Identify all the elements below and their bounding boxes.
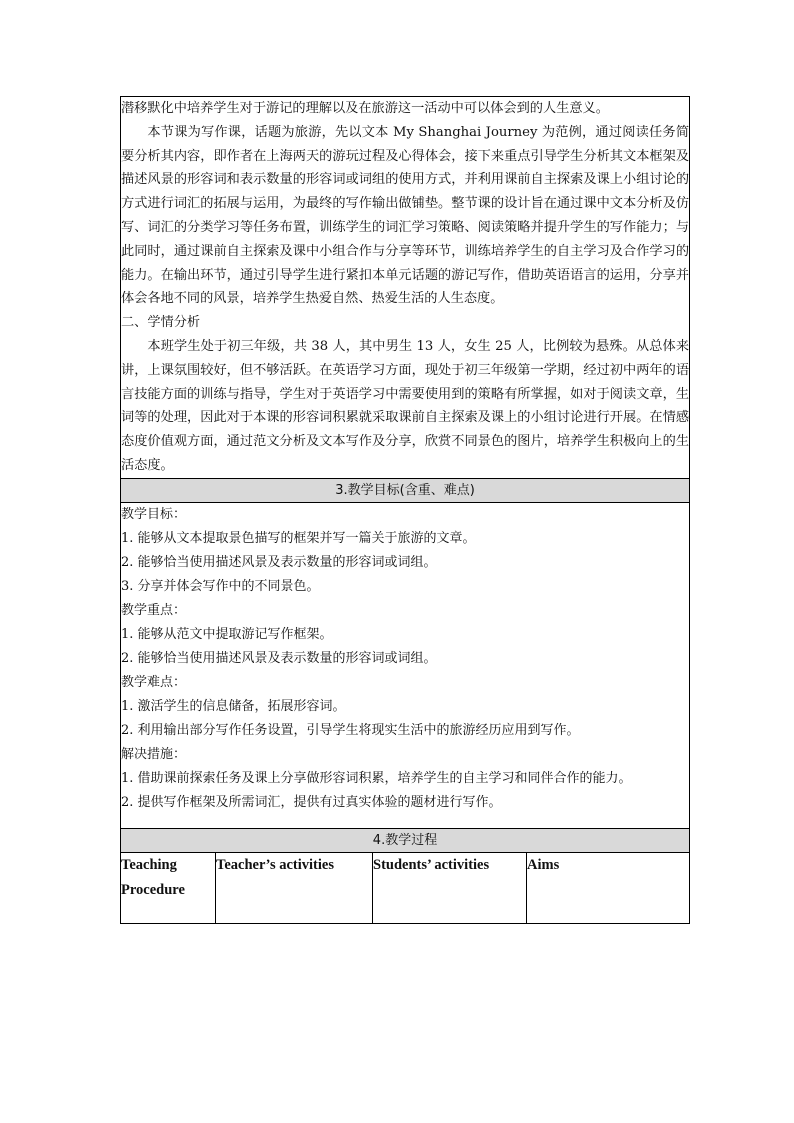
difficulty-item: 1. 激活学生的信息储备，拓展形容词。 bbox=[121, 698, 346, 714]
section4-title: 4.教学过程 bbox=[121, 828, 690, 852]
column-header-aims: Aims bbox=[527, 852, 690, 923]
keys-label: 教学重点： bbox=[121, 602, 187, 618]
section3-header-row bbox=[121, 478, 690, 502]
column-header-student-activities: Students’ activities bbox=[373, 852, 527, 923]
key-item: 1. 能够从范文中提取游记写作框架。 bbox=[121, 626, 333, 642]
intro-paragraph-2: 本节课为写作课，话题为旅游，先以文本 My Shanghai Journey 为范例，通过阅读任务简要分析其内容，即作者在上海两天的游玩过程及心得体会，接下来重点引导学生分析其文本框架及描述风景的形容词和表示数量的形容词或词组的使用方式，并利用课前自主探索及课上小组讨论的方式进行词汇的拓展与运用，为最终的写作输出做铺垫。整节课的设计旨在通过课中文本分析及仿写、词汇的分类学习等任务布置，训练学生的词汇学习策略、阅读策略并提升学生的写作能力；与此同时，通过课前自主探索及课中小组合作与分享等环节，训练培养学生的自主学习及合作学习的能力。在输出环节，通过引导学生进行紧扣本单元话题的游记写作，借助英语语言的运用，分享并体会各地不同的风景，培养学生热爱自然、热爱生活的人生态度。 bbox=[121, 124, 690, 307]
learner-analysis-heading: 二、学情分析 bbox=[121, 315, 201, 331]
column-header-teaching-procedure: Teaching Procedure bbox=[121, 852, 216, 923]
column-header-teacher-activities: Teacher’s activities bbox=[216, 852, 373, 923]
goal-item: 3. 分享并体会写作中的不同景色。 bbox=[121, 578, 320, 594]
goals-row bbox=[121, 502, 690, 828]
key-item: 2. 能够恰当使用描述风景及表示数量的形容词或词组。 bbox=[121, 650, 437, 666]
difficulty-item: 2. 利用输出部分写作任务设置，引导学生将现实生活中的旅游经历应用到写作。 bbox=[121, 722, 580, 738]
lesson-plan-table bbox=[120, 96, 690, 924]
difficulties-label: 教学难点： bbox=[121, 674, 187, 690]
solutions-label: 解决措施： bbox=[121, 746, 187, 762]
solution-item: 2. 提供写作框架及所需词汇，提供有过真实体验的题材进行写作。 bbox=[121, 794, 502, 810]
goals-label: 教学目标： bbox=[121, 506, 187, 522]
solution-item: 1. 借助课前探索任务及课上分享做形容词积累，培养学生的自主学习和同伴合作的能力。 bbox=[121, 770, 632, 786]
process-column-header-row bbox=[121, 852, 690, 923]
section4-header-row bbox=[121, 828, 690, 852]
learner-analysis-paragraph: 本班学生处于初三年级，共 38 人，其中男生 13 人，女生 25 人，比例较为悬殊。从总体来讲，上课氛围较好，但不够活跃。在英语学习方面，现处于初三年级第一学期，经过初中两年的语言技能方面的训练与指导，学生对于英语学习中需要使用到的策略有所掌握，如对于阅读文章，生词等的处理，因此对于本课的形容词积累就采取课前自主探索及课上的小组讨论进行开展。在情感态度价值观方面，通过范文分析及文本写作及分享，欣赏不同景色的图片，培养学生积极向上的生活态度。 bbox=[121, 338, 690, 473]
goals-cell bbox=[121, 502, 690, 828]
goal-item: 1. 能够从文本提取景色描写的框架并写一篇关于旅游的文章。 bbox=[121, 530, 476, 546]
intro-paragraph-1: 潜移默化中培养学生对于游记的理解以及在旅游这一活动中可以体会到的人生意义。 bbox=[121, 101, 609, 116]
section3-title: 3.教学目标(含重、难点) bbox=[121, 478, 690, 502]
intro-row bbox=[121, 97, 690, 479]
goal-item: 2. 能够恰当使用描述风景及表示数量的形容词或词组。 bbox=[121, 554, 437, 570]
intro-cell bbox=[121, 97, 690, 479]
